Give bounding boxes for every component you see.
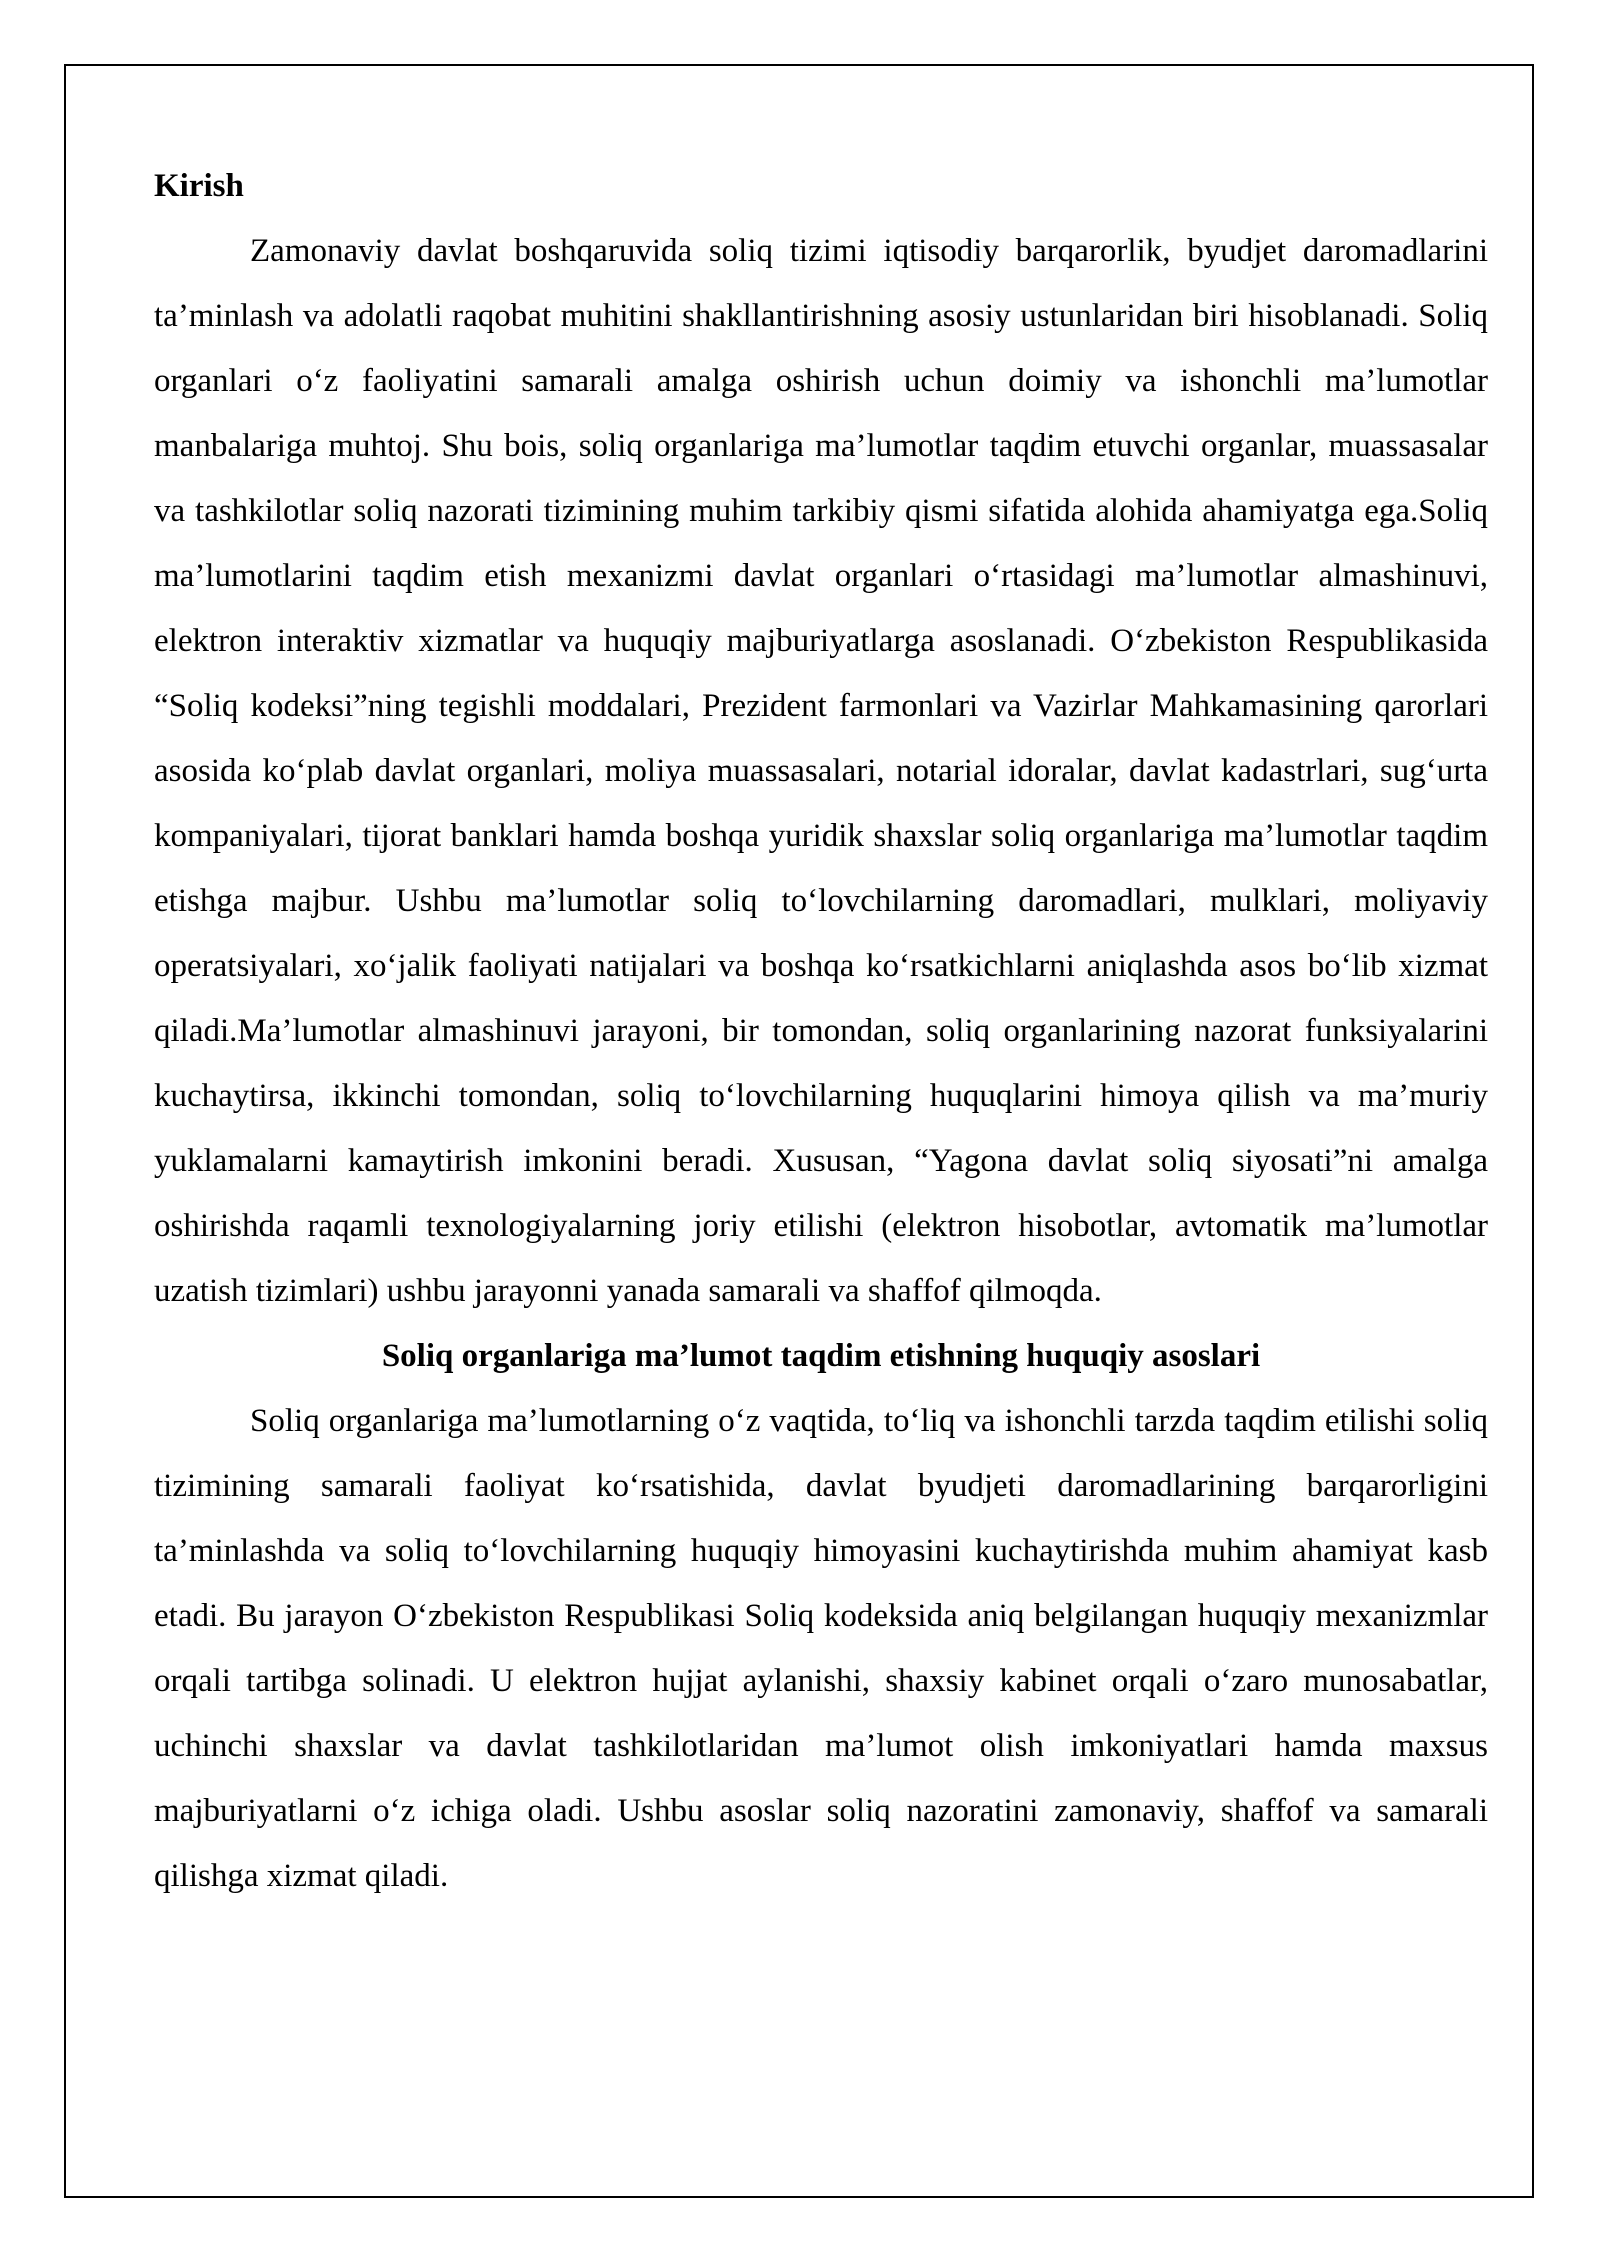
- document-page: [64, 64, 1534, 2198]
- intro-paragraph: Zamonaviy davlat boshqaruvida soliq tizimi iqtisodiy barqarorlik, byudjet daromadlarini ta’minlash va adolatli raqobat muhitini shakllantirishning asosiy ustunlaridan biri hisoblanadi. Soliq organlari o‘z faoliyatini samarali amalga oshirish uchun doimiy va ishonchli ma’lumotlar manbalariga muhtoj. Shu bois, soliq organlariga ma’lumotlar taqdim etuvchi organlar, muassasalar va tashkilotlar soliq nazorati tizimining muhim tarkibiy qismi sifatida alohida ahamiyatga ega.Soliq ma’lumotlarini taqdim etish mexanizmi davlat organlari o‘rtasidagi ma’lumotlar almashinuvi, elektron interaktiv xizmatlar va huquqiy majburiyatlarga asoslanadi. O‘zbekiston Respublikasida “Soliq kodeksi”ning tegishli moddalari, Prezident farmonlari va Vazirlar Mahkamasining qarorlari asosida ko‘plab davlat organlari, moliya muassasalari, notarial idoralar, davlat kadastrlari, sug‘urta kompaniyalari, tijorat banklari hamda boshqa yuridik shaxslar soliq organlariga ma’lumotlar taqdim etishga majbur. Ushbu ma’lumotlar soliq to‘lovchilarning daromadlari, mulklari, moliyaviy operatsiyalari, xo‘jalik faoliyati natijalari va boshqa ko‘rsatkichlarni aniqlashda asos bo‘lib xizmat qiladi.Ma’lumotlar almashinuvi jarayoni, bir tomondan, soliq organlarining nazorat funksiyalarini kuchaytirsa, ikkinchi tomondan, soliq to‘lovchilarning huquqlarini himoya qilish va ma’muriy yuklamalarni kamaytirish imkonini beradi. Xususan, “Yagona davlat soliq siyosati”ni amalga oshirishda raqamli texnologiyalarning joriy etilishi (elektron hisobotlar, avtomatik ma’lumotlar uzatish tizimlari) ushbu jarayonni yanada samarali va shaffof qilmoqda.: [154, 233, 1488, 1309]
- section-paragraph: Soliq organlariga ma’lumotlarning o‘z vaqtida, to‘liq va ishonchli tarzda taqdim etilishi soliq tizimining samarali faoliyat ko‘rsatishida, davlat byudjeti daromadlarining barqarorligini ta’minlashda va soliq to‘lovchilarning huquqiy himoyasini kuchaytirishda muhim ahamiyat kasb etadi. Bu jarayon O‘zbekiston Respublikasi Soliq kodeksida aniq belgilangan huquqiy mexanizmlar orqali tartibga solinadi. U elektron hujjat aylanishi, shaxsiy kabinet orqali o‘zaro munosabatlar, uchinchi shaxslar va davlat tashkilotlaridan ma’lumot olish imkoniyatlari hamda maxsus majburiyatlarni o‘z ichiga oladi. Ushbu asoslar soliq nazoratini zamonaviy, shaffof va samarali qilishga xizmat qiladi.: [154, 1403, 1488, 1894]
- section-heading: Soliq organlariga ma’lumot taqdim etishning huquqiy asoslari: [381, 1338, 1261, 1374]
- intro-heading: Kirish: [154, 168, 244, 204]
- document-body: [154, 154, 1488, 1909]
